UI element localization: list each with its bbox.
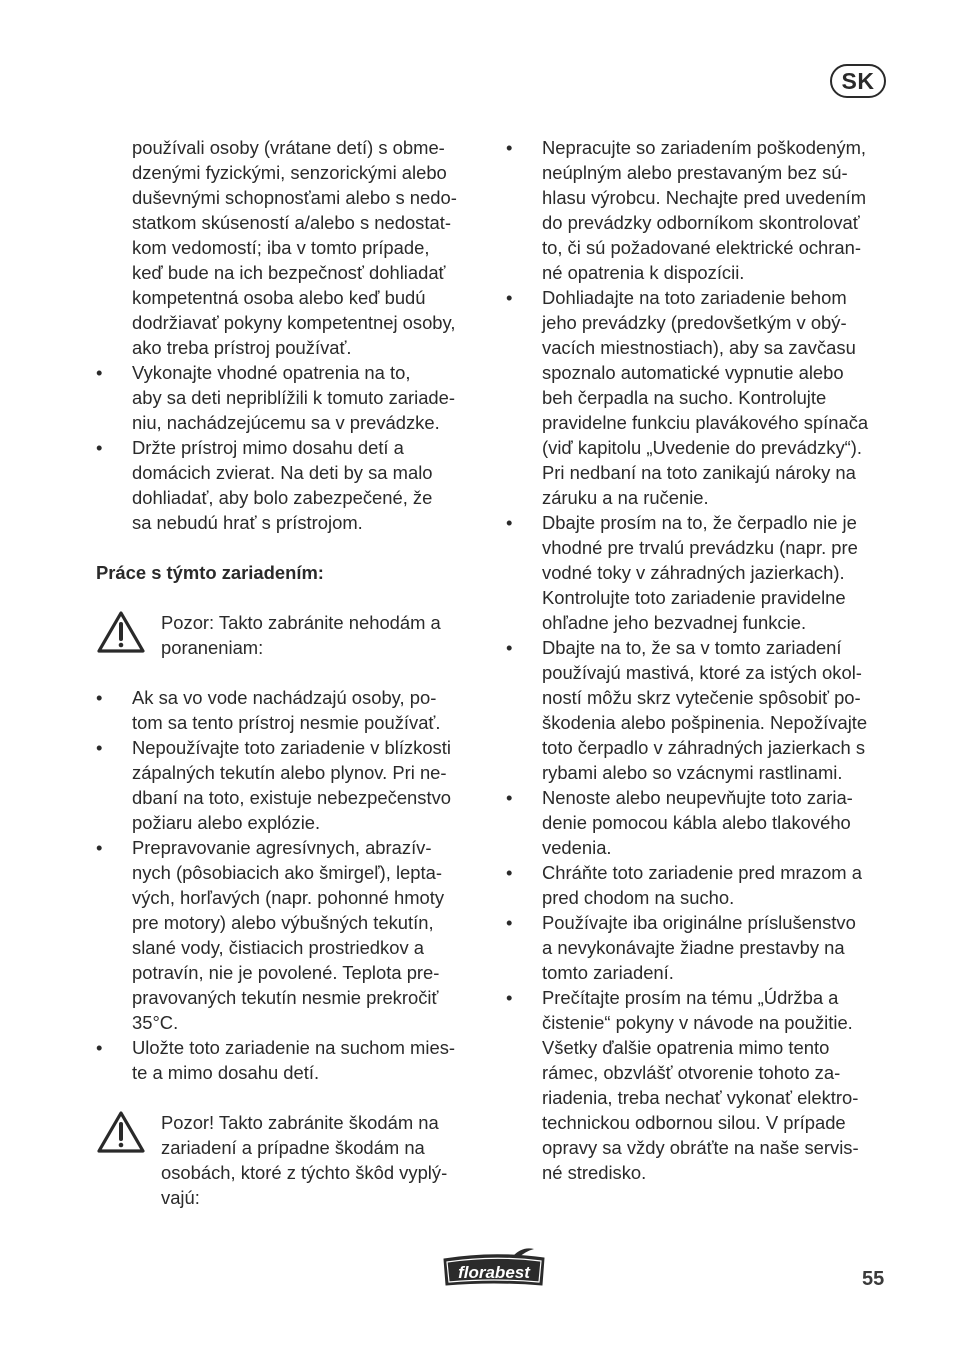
text-line: rámec, obzvlášť otvorenie tohoto za- (542, 1062, 841, 1083)
bullet-mark: • (506, 512, 513, 533)
text-line: domácich zvierat. Na deti by sa malo (132, 462, 433, 483)
list-item (96, 685, 488, 735)
text-line: Dohliadajte na toto zariadenie behom (542, 287, 847, 308)
text-line: používajú mastivá, ktoré za istých okol- (542, 662, 862, 683)
bullet-mark: • (96, 1037, 103, 1058)
text-line: pravovaných tekutín nesmie prekročiť (132, 987, 439, 1008)
text-line: rybami alebo so vzácnymi rastlinami. (542, 762, 843, 783)
language-badge: SK (830, 64, 886, 98)
text-line: požiaru alebo explózie. (132, 812, 321, 833)
text-line: beh čerpadla na sucho. Kontrolujte (542, 387, 827, 408)
text-line: záruku a na ručenie. (542, 487, 709, 508)
text-line: kompetentná osoba alebo keď budú (132, 287, 426, 308)
text-line: neúplným alebo prestavaným bez sú- (542, 162, 848, 183)
text-line: zariadení a prípadne škodám na (161, 1137, 425, 1158)
text-line: toto čerpadlo v záhradných jazierkach s (542, 737, 866, 758)
text-line: osobách, ktoré z týchto škôd vyplý- (161, 1162, 448, 1183)
text-line: statkom skúseností a/alebo s nedostat- (132, 212, 451, 233)
text-line: Pozor: Takto zabránite nehodám a (161, 612, 441, 633)
text-line: ako treba prístroj používať. (132, 337, 352, 358)
text-line: Nenoste alebo neupevňujte toto zaria- (542, 787, 853, 808)
list-item (506, 285, 898, 510)
text-line: dohliadať, aby bolo zabezpečené, že (132, 487, 433, 508)
text-line: Všetky ďalšie opatrenia mimo tento (542, 1037, 830, 1058)
text-line: Kontrolujte toto zariadenie pravidelne (542, 587, 846, 608)
text-line: Vykonajte vhodné opatrenia na to, (132, 362, 411, 383)
text-line: pravidelne funkciu plavákového spínača (542, 412, 869, 433)
text-line: keď bude na ich bezpečnosť dohliadať (132, 262, 446, 283)
text-line: Pri nedbaní na toto zanikajú nároky na (542, 462, 856, 483)
text-line: Nepoužívajte toto zariadenie v blízkosti (132, 737, 451, 758)
warning-notice (96, 610, 488, 660)
text-line: vedenia. (542, 837, 612, 858)
text-line: potravín, nie je povolené. Teplota pre- (132, 962, 440, 983)
text-line: sa nebudú hrať s prístrojom. (132, 512, 363, 533)
text-line: vajú: (161, 1187, 200, 1208)
text-line: kom vedomostí; iba v tomto prípade, (132, 237, 430, 258)
text-line: Držte prístroj mimo dosahu detí a (132, 437, 404, 458)
list-item (506, 510, 898, 635)
text-line: 35°C. (132, 1012, 179, 1033)
text-line: riadenia, treba nechať vykonať elektro- (542, 1087, 859, 1108)
text-line: ohľadne jeho bezvadnej funkcie. (542, 612, 807, 633)
intro-paragraph (96, 135, 488, 360)
page-number: 55 (862, 1268, 885, 1290)
list-item (96, 735, 488, 835)
text-line: do prevádzky odborníkom skontrolovať (542, 212, 860, 233)
text-line: né stredisko. (542, 1162, 647, 1183)
text-line: duševnými schopnosťami alebo s nedo- (132, 187, 457, 208)
text-line: vodné toky v záhradných jazierkach). (542, 562, 845, 583)
text-line: to, či sú požadované elektrické ochran- (542, 237, 861, 258)
text-line: tomto zariadení. (542, 962, 674, 983)
text-line: Používajte iba originálne príslušenstvo (542, 912, 856, 933)
text-line: dbaní na toto, existuje nebezpečenstvo (132, 787, 451, 808)
text-line: Dbajte na to, že sa v tomto zariadení (542, 637, 842, 658)
text-line: Prečítajte prosím na tému „Údržba a (542, 987, 839, 1008)
text-line: dodržiavať pokyny kompetentnej osoby, (132, 312, 456, 333)
text-line: Prepravovanie agresívnych, abrazív- (132, 837, 432, 858)
list-item (506, 785, 898, 860)
bullet-mark: • (506, 987, 513, 1008)
bullet-mark: • (96, 437, 103, 458)
list-item (506, 910, 898, 985)
warning-triangle-icon (96, 1110, 146, 1154)
bullet-mark: • (506, 787, 513, 808)
florabest-logo (438, 1247, 550, 1289)
list-item (96, 835, 488, 1035)
text-line: dzenými fyzickými, senzorickými alebo (132, 162, 447, 183)
text-line: spoznalo automatické vypnutie alebo (542, 362, 844, 383)
list-item (506, 985, 898, 1185)
text-line: aby sa deti nepriblížili k tomuto zariade- (132, 387, 456, 408)
text-line: Nepracujte so zariadením poškodeným, (542, 137, 867, 158)
list-item (506, 635, 898, 785)
text-line: Chráňte toto zariadenie pred mrazom a (542, 862, 862, 883)
list-item (506, 135, 898, 285)
text-line: opravy sa vždy obráťte na naše servis- (542, 1137, 859, 1158)
left-column (96, 135, 488, 1210)
list-item (96, 1035, 488, 1085)
list-item (96, 435, 488, 535)
warning-triangle-icon (96, 610, 146, 654)
text-line: te a mimo dosahu detí. (132, 1062, 320, 1083)
text-line: ností môžu skrz vytečenie spôsobiť po- (542, 687, 861, 708)
text-line: hlasu výrobcu. Nechajte pred uvedením (542, 187, 867, 208)
warning-notice (96, 1110, 488, 1210)
list-item (96, 360, 488, 435)
text-line: denie pomocou kábla alebo tlakového (542, 812, 851, 833)
bullet-mark: • (506, 912, 513, 933)
text-line: (viď kapitolu „Uvedenie do prevádzky“). (542, 437, 862, 458)
section-heading: Práce s týmto zariadením: (96, 562, 324, 583)
logo-text: florabest (458, 1263, 530, 1282)
bullet-mark: • (96, 362, 103, 383)
text-line: a nevykonávajte žiadne prestavby na (542, 937, 845, 958)
text-line: niu, nachádzejúcemu sa v prevádzke. (132, 412, 440, 433)
text-line: Ak sa vo vode nachádzajú osoby, po- (132, 687, 437, 708)
text-line: škodenia alebo pošpinenia. Nepožívajte (542, 712, 868, 733)
text-line: zápalných tekutín alebo plynov. Pri ne- (132, 762, 447, 783)
text-line: pre motory) alebo výbušných tekutín, (132, 912, 434, 933)
bullet-mark: • (506, 862, 513, 883)
text-line: čistenie“ pokyny v návode na použitie. (542, 1012, 853, 1033)
text-line: tom sa tento prístroj nesmie používať. (132, 712, 441, 733)
right-column (506, 135, 898, 1185)
bullet-mark: • (96, 687, 103, 708)
bullet-mark: • (506, 637, 513, 658)
text-line: né opatrenia k dispozícii. (542, 262, 745, 283)
text-line: technickou odbornou silou. V prípade (542, 1112, 846, 1133)
text-line: jeho prevádzky (predovšetkým v obý- (542, 312, 847, 333)
text-line: vých, horľavých (napr. pohonné hmoty (132, 887, 445, 908)
text-line: nych (pôsobiacich ako šmirgeľ), lepta- (132, 862, 442, 883)
list-item (506, 860, 898, 910)
bullet-mark: • (96, 837, 103, 858)
text-line: Pozor! Takto zabránite škodám na (161, 1112, 439, 1133)
text-line: vhodné pre trvalú prevádzku (napr. pre (542, 537, 858, 558)
bullet-mark: • (506, 287, 513, 308)
text-line: slané vody, čistiacich prostriedkov a (132, 937, 424, 958)
text-line: pred chodom na sucho. (542, 887, 735, 908)
bullet-mark: • (96, 737, 103, 758)
bullet-mark: • (506, 137, 513, 158)
text-line: Dbajte prosím na to, že čerpadlo nie je (542, 512, 857, 533)
text-line: Uložte toto zariadenie na suchom mies- (132, 1037, 456, 1058)
text-line: vacích miestnostiach), aby sa zavčasu (542, 337, 856, 358)
text-line: používali osoby (vrátane detí) s obme- (132, 137, 445, 158)
text-line: poraneniam: (161, 637, 264, 658)
